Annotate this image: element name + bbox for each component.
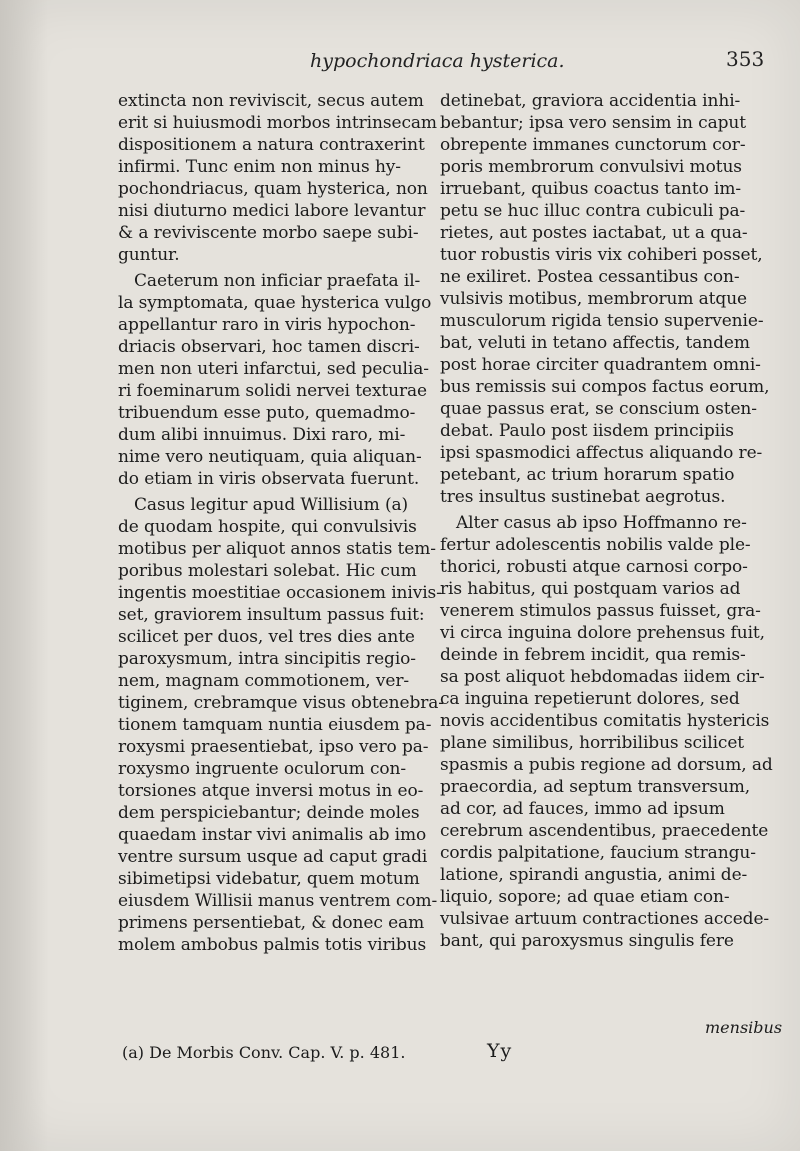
text-line: ris habitus, qui postquam varios ad — [440, 579, 741, 599]
text-line: de quodam hospite, qui convulsivis — [118, 517, 417, 537]
text-line: tiginem, crebramque visus obtenebra- — [118, 693, 444, 713]
text-line: Caeterum non inficiar praefata il- — [134, 271, 421, 291]
text-line: roxysmo ingruente oculorum con- — [118, 759, 407, 779]
text-line: spasmis a pubis regione ad dorsum, ad — [440, 755, 773, 775]
text-line: extincta non reviviscit, secus autem — [118, 91, 424, 111]
text-line: dum alibi innuimus. Dixi raro, mi- — [118, 425, 406, 445]
text-line: irruebant, quibus coactus tanto im- — [440, 179, 742, 199]
text-line: pochondriacus, quam hysterica, non — [118, 179, 428, 199]
footnote: (a) De Morbis Conv. Cap. V. p. 481. — [122, 1043, 406, 1062]
page-gutter-shadow — [0, 0, 48, 1151]
text-line: nisi diuturno medici labore levantur — [118, 201, 426, 221]
text-line: bebantur; ipsa vero sensim in caput — [440, 113, 746, 133]
text-line: quaedam instar vivi animalis ab imo — [118, 825, 427, 845]
text-line: driacis observari, hoc tamen discri- — [118, 337, 420, 357]
text-line: tres insultus sustinebat aegrotus. — [440, 487, 726, 507]
text-line: dispositionem a natura contraxerint — [118, 135, 425, 155]
text-line: venerem stimulos passus fuisset, gra- — [440, 601, 761, 621]
text-line: dem perspiciebantur; deinde moles — [118, 803, 420, 823]
text-line: set, graviorem insultum passus fuit: — [118, 605, 425, 625]
text-line: cordis palpitatione, faucium strangu- — [440, 843, 756, 863]
text-line: nem, magnam commotionem, ver- — [118, 671, 409, 691]
text-line: Alter casus ab ipso Hoffmanno re- — [456, 513, 747, 533]
text-line: tuor robustis viris vix cohiberi posset, — [440, 245, 763, 265]
running-head: hypochondriaca hysterica. — [310, 50, 565, 72]
text-line: quae passus erat, se conscium osten- — [440, 399, 757, 419]
text-line: ipsi spasmodici affectus aliquando re- — [440, 443, 763, 463]
text-line: poris membrorum convulsivi motus — [440, 157, 742, 177]
text-line: tionem tamquam nuntia eiusdem pa- — [118, 715, 432, 735]
text-line: ri foeminarum solidi nervei texturae — [118, 381, 427, 401]
text-line: plane similibus, horribilibus scilicet — [440, 733, 745, 753]
text-line: men non uteri infarctui, sed peculia- — [118, 359, 429, 379]
text-line: ventre sursum usque ad caput gradi — [118, 847, 428, 867]
text-line: molem ambobus palmis totis viribus — [118, 935, 427, 955]
right-column — [440, 90, 773, 952]
text-line: bus remissis sui compos factus eorum, — [440, 377, 770, 397]
text-line: la symptomata, quae hysterica vulgo — [118, 293, 432, 313]
text-line: liquio, sopore; ad quae etiam con- — [440, 887, 730, 907]
left-column — [118, 90, 444, 956]
text-line: tribuendum esse puto, quemadmo- — [118, 403, 416, 423]
text-line: eiusdem Willisii manus ventrem com- — [118, 891, 438, 911]
text-line: motibus per aliquot annos statis tem- — [118, 539, 436, 559]
text-line: vulsivis motibus, membrorum atque — [440, 289, 748, 309]
text-line: Casus legitur apud Willisium (a) — [134, 495, 409, 515]
page-number: 353 — [726, 47, 765, 71]
text-line: sa post aliquot hebdomadas iidem cir- — [440, 667, 765, 687]
text-line: deinde in febrem incidit, qua remis- — [440, 645, 746, 665]
text-line: infirmi. Tunc enim non minus hy- — [118, 157, 401, 177]
text-line: & a reviviscente morbo saepe subi- — [118, 223, 419, 243]
text-line: appellantur raro in viris hypochon- — [118, 315, 416, 335]
text-line: debat. Paulo post iisdem principiis — [440, 421, 734, 441]
text-line: paroxysmum, intra sincipitis regio- — [118, 649, 416, 669]
text-line: sibimetipsi videbatur, quem motum — [118, 869, 420, 889]
text-line: novis accidentibus comitatis hystericis — [440, 711, 770, 731]
text-line: do etiam in viris observata fuerunt. — [118, 469, 420, 489]
text-line: erit si huiusmodi morbos intrinsecam — [118, 113, 437, 133]
text-line: detinebat, graviora accidentia inhi- — [440, 91, 741, 111]
text-line: rietes, aut postes iactabat, ut a qua- — [440, 223, 748, 243]
text-line: bat, veluti in tetano affectis, tandem — [440, 333, 750, 353]
text-line: praecordia, ad septum transversum, — [440, 777, 751, 797]
text-line: obrepente immanes cunctorum cor- — [440, 135, 746, 155]
text-line: petu se huc illuc contra cubiculi pa- — [440, 201, 746, 221]
text-line: guntur. — [118, 245, 180, 265]
signature-mark: Yy — [487, 1040, 513, 1062]
text-line: nime vero neutiquam, quia aliquan- — [118, 447, 422, 467]
text-line: primens persentiebat, & donec eam — [118, 913, 425, 933]
text-line: latione, spirandi angustia, animi de- — [440, 865, 748, 885]
text-line: petebant, ac trium horarum spatio — [440, 465, 735, 485]
text-line: vulsivae artuum contractiones accede- — [440, 909, 770, 929]
text-line: ingentis moestitiae occasionem inivis- — [118, 583, 442, 603]
text-line: cerebrum ascendentibus, praecedente — [440, 821, 769, 841]
catchword: mensibus — [705, 1018, 783, 1037]
text-line: ca inguina repetierunt dolores, sed — [440, 689, 740, 709]
text-line: ne exiliret. Postea cessantibus con- — [440, 267, 740, 287]
text-line: vi circa inguina dolore prehensus fuit, — [440, 623, 765, 643]
text-line: thorici, robusti atque carnosi corpo- — [440, 557, 748, 577]
text-line: fertur adolescentis nobilis valde ple- — [440, 535, 751, 555]
text-line: bant, qui paroxysmus singulis fere — [440, 931, 734, 951]
text-line: musculorum rigida tensio supervenie- — [440, 311, 764, 331]
text-line: post horae circiter quadrantem omni- — [440, 355, 761, 375]
text-line: poribus molestari solebat. Hic cum — [118, 561, 417, 581]
text-line: scilicet per duos, vel tres dies ante — [118, 627, 415, 647]
text-line: torsiones atque inversi motus in eo- — [118, 781, 424, 801]
text-line: roxysmi praesentiebat, ipso vero pa- — [118, 737, 429, 757]
text-line: ad cor, ad fauces, immo ad ipsum — [440, 799, 725, 819]
